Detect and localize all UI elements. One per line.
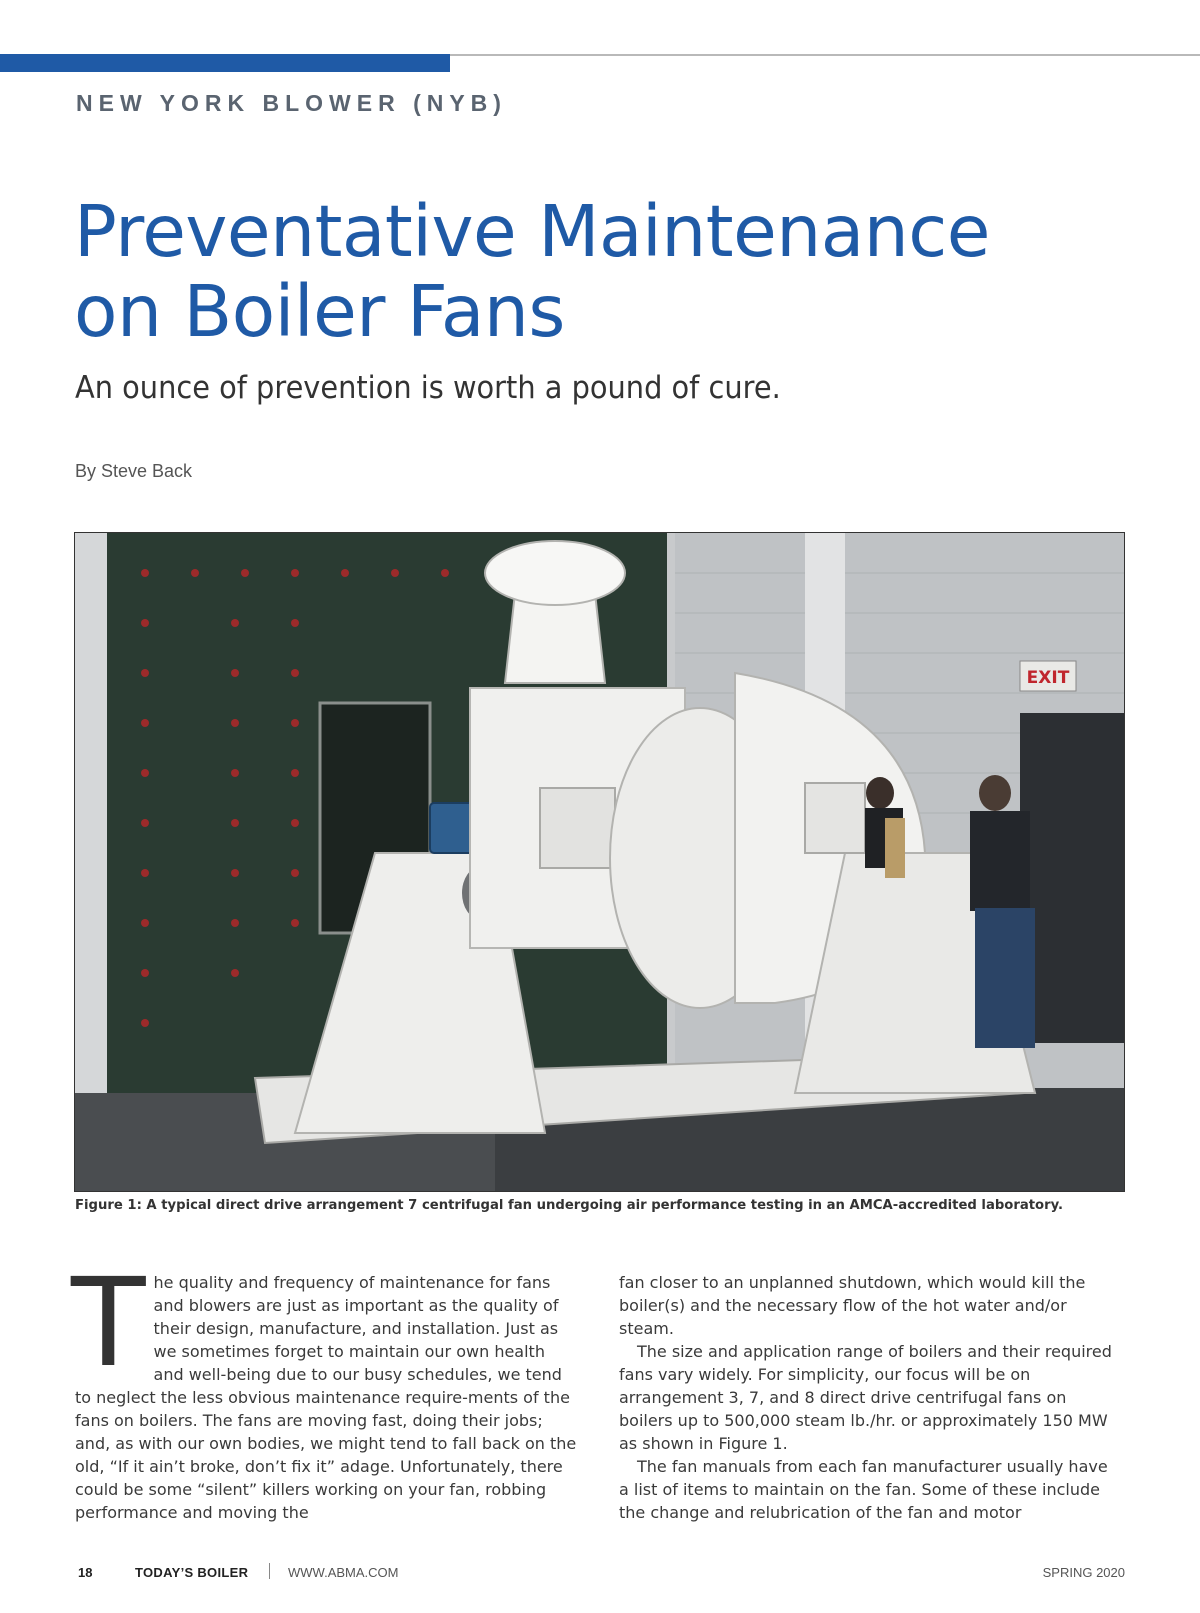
body-paragraph: fan closer to an unplanned shutdown, which would kill the boiler(s) and the necessary flow of the hot water and/or steam. xyxy=(619,1273,1086,1338)
page-number: 18 xyxy=(78,1565,93,1580)
figure-photo xyxy=(74,532,1125,1192)
body-column-left xyxy=(71,1252,577,1524)
header-rule xyxy=(0,52,1200,72)
publication-url: WWW.ABMA.COM xyxy=(288,1565,399,1580)
publication-name: TODAY’S BOILER xyxy=(135,1565,249,1580)
article-title-line2: on Boiler Fans xyxy=(74,270,565,353)
footer-divider xyxy=(269,1563,270,1579)
page-footer xyxy=(0,1565,1200,1587)
article-title xyxy=(74,192,1154,352)
body-paragraph: The size and application range of boilers and their required fans vary widely. For simplicity, our focus will be on arrangement 3, 7, and 8 direct drive centrifugal fans on boilers up to 500,000 steam lb./hr. or approximately 150 MW as shown in Figure 1. xyxy=(619,1342,1112,1453)
article-subtitle: An ounce of prevention is worth a pound of cure. xyxy=(75,370,781,406)
body-paragraph: The fan manuals from each fan manufacturer usually have a list of items to maintain on the fan. Some of these include the change and relubrication of the fan and motor xyxy=(619,1457,1108,1522)
body-column-right xyxy=(619,1271,1121,1524)
body-paragraph-text: he quality and frequency of maintenance for fans and blowers are just as important as the quality of their design, manufacture, and installation. Just as we sometimes forget to maintain our own health and well-being due to our busy schedules, we tend to neglect the less obvious maintenance require-ments of the fans on boilers. The fans are moving fast, doing their jobs; and, as with our own bodies, we might tend to fall back on the old, “If it ain’t broke, don’t fix it” adage. Unfortunately, there could be some “silent” killers working on your fan, robbing performance and moving the xyxy=(75,1273,577,1522)
article-title-line1: Preventative Maintenance xyxy=(74,190,990,273)
issue-date: SPRING 2020 xyxy=(1042,1565,1125,1580)
byline: By Steve Back xyxy=(75,461,193,481)
exit-sign-text: EXIT xyxy=(1026,668,1070,688)
section-label: NEW YORK BLOWER (NYB) xyxy=(76,90,507,116)
header-rule-accent xyxy=(0,54,450,72)
header-rule-line xyxy=(450,54,1200,56)
figure-caption: Figure 1: A typical direct drive arrangement 7 centrifugal fan undergoing air performance testing in an AMCA-accredited laboratory. xyxy=(75,1198,1064,1213)
drop-cap: T xyxy=(71,1252,146,1394)
body-paragraph xyxy=(71,1252,577,1524)
